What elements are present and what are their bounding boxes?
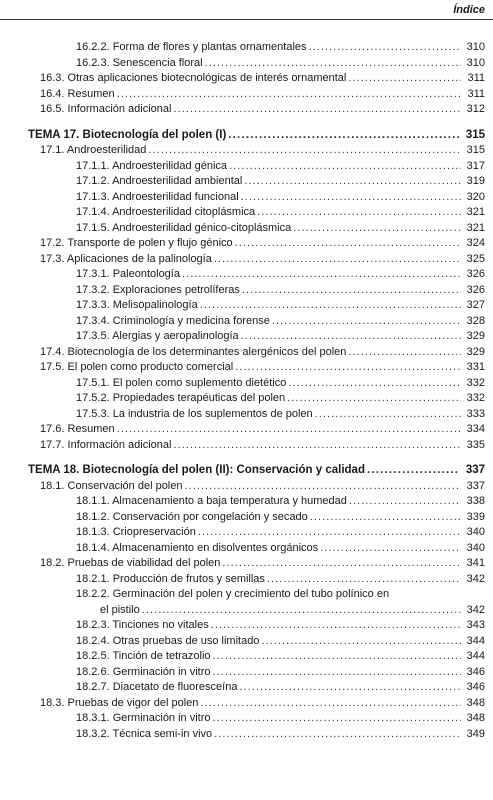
leader-dots [320, 541, 461, 557]
leader-dots [261, 634, 461, 650]
leader-dots [287, 391, 461, 407]
toc-entry-page: 344 [466, 634, 485, 647]
toc-entry [0, 556, 485, 572]
leader-dots [117, 422, 461, 438]
toc-entry-label: 18.2.2. Germinación del polen y crecimiento del tubo polínico en [76, 588, 390, 600]
toc-entry-page: 340 [466, 526, 485, 538]
toc-entry-page: 311 [467, 87, 485, 100]
toc-entry-page: 311 [467, 72, 485, 84]
toc-entry-page: 328 [466, 314, 485, 327]
leader-dots [213, 649, 461, 665]
leader-dots [182, 267, 461, 283]
toc-entry-label: 17.5. El polen como producto comercial [40, 361, 234, 373]
toc-entry [0, 649, 485, 665]
leader-dots [242, 283, 461, 299]
running-head-title: Índice [453, 4, 485, 16]
toc-entry-page: 325 [466, 252, 485, 265]
toc-entry-label: 17.3.5. Alergias y aeropalinología [76, 330, 239, 342]
toc-entry-label: 17.5.2. Propiedades terapéuticas del polen [76, 392, 286, 404]
toc-entry-label: 17.1.2. Androesterilidad ambiental [76, 175, 243, 187]
toc-entry-label: 17.2. Transporte de polen y flujo génico [40, 237, 233, 249]
toc-entry [0, 159, 485, 175]
toc-entry-page: 348 [466, 712, 485, 724]
toc-entry-page: 321 [466, 206, 485, 218]
toc-entry-page: 326 [466, 283, 485, 296]
leader-dots [198, 525, 461, 541]
toc-entry-label: 18.2.5. Tinción de tetrazolio [76, 650, 211, 662]
toc-entry [0, 56, 485, 72]
toc-entry-page: 327 [466, 299, 485, 311]
toc-entry [0, 618, 485, 634]
toc-entry-page: 342 [466, 603, 485, 616]
toc-entry [0, 479, 485, 495]
toc-entry-label: 18.2.3. Tinciones no vitales [76, 619, 209, 631]
toc-entry [0, 102, 485, 118]
leader-dots [117, 87, 461, 103]
toc-entry-page: 349 [466, 727, 485, 740]
toc-entry-page: 331 [466, 361, 485, 373]
toc-entry-page: 324 [466, 237, 485, 249]
toc-entry-page: 321 [466, 221, 485, 234]
toc-entry-label: 17.3.3. Melisopalinología [76, 299, 198, 311]
toc-entry-page: 312 [466, 103, 485, 115]
toc-entry [0, 494, 485, 510]
leader-dots [211, 618, 461, 634]
toc-entry-page: 341 [466, 557, 485, 569]
leader-dots [213, 711, 461, 727]
toc-entry-label: 17.3. Aplicaciones de la palinología [40, 252, 212, 265]
toc-entry [0, 696, 485, 712]
chapter-heading [0, 463, 485, 479]
toc-entry-page: 317 [466, 159, 485, 172]
toc-entry [0, 438, 485, 454]
header-rule [0, 19, 493, 20]
chapter-title: TEMA 18. Biotecnología del polen (II): Conservación y calidad [28, 464, 365, 476]
toc-entry-label: 17.6. Resumen [40, 423, 115, 435]
leader-dots [288, 376, 461, 392]
toc-entry [0, 283, 485, 299]
toc-entry-continuation [0, 603, 485, 619]
leader-dots [257, 205, 461, 221]
toc-entry [0, 190, 485, 206]
toc-entry [0, 391, 485, 407]
toc-entry [0, 40, 485, 56]
toc-entry [0, 143, 485, 159]
toc-entry-label: 17.1.5. Androesterilidad génico-citoplásmica [76, 221, 292, 234]
toc-entry-label: 16.3. Otras aplicaciones biotecnológicas de interés ornamental [40, 72, 347, 84]
leader-dots [214, 252, 461, 268]
leader-dots [214, 727, 461, 743]
toc-entry [0, 541, 485, 557]
toc-entry-label: 17.3.1. Paleontología [76, 268, 180, 280]
chapter-title: TEMA 17. Biotecnología del polen (I) [28, 128, 227, 141]
toc-entry [0, 525, 485, 541]
leader-dots [235, 360, 461, 376]
chapter-heading [0, 128, 485, 144]
toc-entry-page: 343 [466, 619, 485, 631]
toc-entry-label: 16.5. Información adicional [40, 103, 172, 115]
toc-entry-page: 310 [466, 56, 485, 69]
table-of-contents [0, 40, 493, 742]
toc-entry-label: 18.1.4. Almacenamiento en disolventes orgánicos [76, 541, 319, 554]
toc-entry-label: 18.2.7. Diacetato de fluoresceína [76, 681, 238, 693]
toc-entry-label: 18.3.1. Germinación in vitro [76, 712, 211, 724]
toc-entry-page: 333 [466, 407, 485, 420]
toc-entry-label: 17.1.3. Androesterilidad funcional [76, 190, 239, 203]
toc-entry-page: 315 [466, 144, 485, 156]
toc-entry [0, 422, 485, 438]
toc-entry [0, 71, 485, 87]
toc-entry [0, 174, 485, 190]
toc-entry-label: 18.3. Pruebas de vigor del polen [40, 696, 199, 709]
toc-entry-label: 16.2.3. Senescencia floral [76, 56, 203, 69]
toc-entry-page: 340 [466, 541, 485, 554]
toc-entry-label: 17.1.1. Androesterilidad génica [76, 159, 228, 172]
toc-entry-page: 334 [466, 423, 485, 435]
toc-entry [0, 711, 485, 727]
toc-entry [0, 252, 485, 268]
leader-dots [367, 463, 459, 479]
leader-dots [142, 603, 461, 619]
toc-entry [0, 407, 485, 423]
toc-entry-label: 17.3.4. Criminología y medicina forense [76, 314, 270, 327]
toc-entry-page: 319 [466, 175, 485, 187]
toc-entry-label: 17.1.4. Androesterilidad citoplásmica [76, 206, 256, 218]
toc-entry-page: 337 [466, 479, 485, 492]
toc-entry-label: 18.1. Conservación del polen [40, 479, 183, 492]
toc-entry [0, 634, 485, 650]
chapter-page: 337 [465, 464, 485, 476]
toc-entry-label: 17.4. Biotecnología de los determinantes alergénicos del polen [40, 345, 347, 358]
leader-dots [348, 71, 461, 87]
leader-dots [229, 159, 461, 175]
toc-entry-label: 16.4. Resumen [40, 87, 115, 100]
toc-entry [0, 727, 485, 743]
toc-entry-page: 335 [466, 438, 485, 451]
leader-dots [200, 298, 461, 314]
toc-entry [0, 236, 485, 252]
leader-dots [309, 40, 461, 56]
toc-entry-label: 17.5.1. El polen como suplemento dietético [76, 376, 287, 389]
toc-entry-page: 346 [466, 665, 485, 678]
leader-dots [228, 128, 459, 144]
toc-entry-label: 18.3.2. Técnica semi-in vivo [76, 727, 213, 740]
leader-dots [239, 680, 461, 696]
toc-entry [0, 360, 485, 376]
toc-entry-page: 346 [466, 681, 485, 693]
leader-dots [222, 556, 461, 572]
toc-entry-label: 18.2.1. Producción de frutos y semillas [76, 572, 265, 585]
toc-entry-label: 17.1. Androesterilidad [40, 144, 147, 156]
toc-entry-label: 17.7. Información adicional [40, 438, 172, 451]
leader-dots [213, 665, 461, 681]
toc-entry-label: 18.2.6. Germinación in vitro [76, 665, 211, 678]
leader-dots [184, 479, 461, 495]
leader-dots [272, 314, 461, 330]
leader-dots [244, 174, 461, 190]
leader-dots [205, 56, 461, 72]
toc-entry-page: 332 [466, 392, 485, 404]
leader-dots [349, 494, 461, 510]
toc-entry [0, 345, 485, 361]
toc-entry-label: 16.2.2. Forma de flores y plantas ornamentales [76, 41, 307, 53]
toc-entry-page: 332 [466, 376, 485, 389]
chapter-page: 315 [465, 128, 485, 141]
toc-entry [0, 314, 485, 330]
toc-entry [0, 665, 485, 681]
toc-entry-label: 18.2. Pruebas de viabilidad del polen [40, 557, 221, 569]
toc-entry-page: 326 [466, 268, 485, 280]
leader-dots [241, 329, 461, 345]
toc-entry-page: 339 [466, 510, 485, 523]
toc-entry [0, 298, 485, 314]
toc-entry [0, 376, 485, 392]
toc-entry-label: 18.1.2. Conservación por congelación y secado [76, 510, 308, 523]
toc-entry [0, 205, 485, 221]
leader-dots [310, 510, 461, 526]
leader-dots [173, 438, 461, 454]
leader-dots [241, 190, 461, 206]
leader-dots [293, 221, 461, 237]
toc-entry [0, 329, 485, 345]
toc-entry [0, 267, 485, 283]
toc-entry-page: 329 [466, 345, 485, 358]
toc-entry-label: 17.3.2. Exploraciones petrolíferas [76, 283, 240, 296]
leader-dots [148, 143, 461, 159]
toc-entry-page: 338 [466, 495, 485, 507]
toc-entry [0, 572, 485, 588]
toc-entry-page: 348 [466, 696, 485, 709]
leader-dots [315, 407, 461, 423]
toc-entry-page: 310 [466, 41, 485, 53]
toc-entry-label-continuation: el pistilo [100, 603, 140, 616]
toc-entry [0, 510, 485, 526]
toc-entry-label: 18.1.3. Criopreservación [76, 526, 196, 538]
toc-entry-page: 329 [466, 330, 485, 342]
toc-entry-multiline [0, 587, 485, 603]
toc-entry-label: 18.2.4. Otras pruebas de uso limitado [76, 634, 260, 647]
leader-dots [235, 236, 461, 252]
leader-dots [200, 696, 461, 712]
toc-entry-page: 320 [466, 190, 485, 203]
toc-entry [0, 680, 485, 696]
toc-entry-label: 18.1.1. Almacenamiento a baja temperatura y humedad [76, 495, 347, 507]
toc-entry-page: 344 [466, 650, 485, 662]
toc-entry-page: 342 [466, 572, 485, 585]
toc-entry-label: 17.5.3. La industria de los suplementos de polen [76, 407, 313, 420]
leader-dots [348, 345, 461, 361]
leader-dots [267, 572, 461, 588]
toc-entry [0, 87, 485, 103]
running-head [0, 0, 493, 22]
toc-entry [0, 221, 485, 237]
leader-dots [173, 102, 461, 118]
